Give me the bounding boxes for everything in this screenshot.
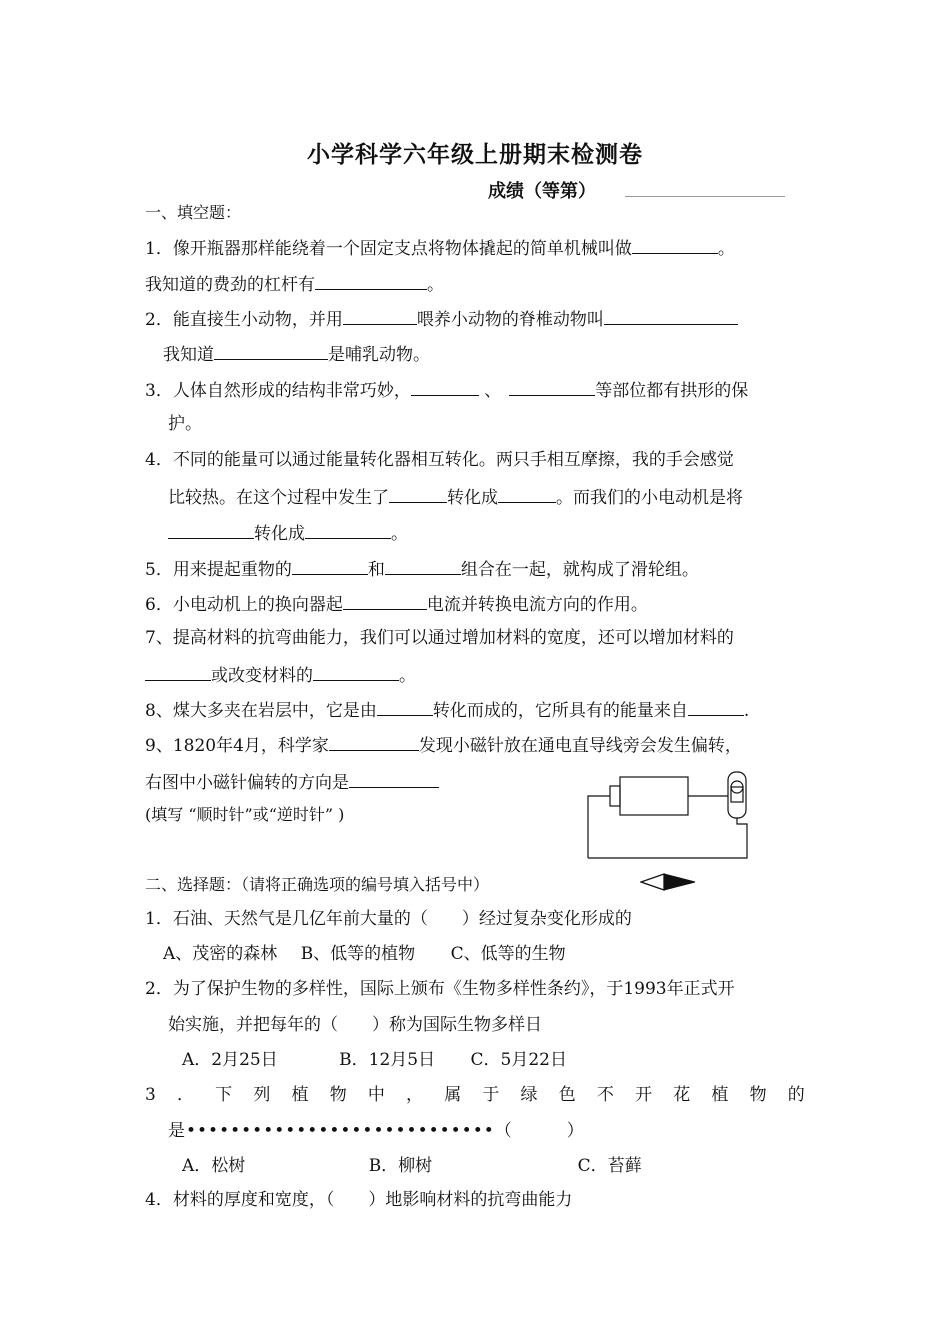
q2-mid: 喂养小动物的脊椎动物叫	[416, 310, 604, 330]
q3-char: 物	[749, 1085, 767, 1105]
q2b-end: 是哺乳动物。	[328, 345, 430, 365]
q3-char: ，	[406, 1085, 424, 1105]
q3-char: 中	[367, 1085, 385, 1105]
q9-blank-1	[329, 733, 419, 751]
mc-q3-option-c: C．苔藓	[577, 1156, 642, 1176]
q7-blank-2	[313, 663, 399, 681]
q4-blank-3	[168, 521, 254, 539]
q4c-mid: 转化成	[254, 524, 305, 544]
page-title: 小学科学六年级上册期末检测卷	[307, 141, 643, 168]
mc-q3-option-b: B．柳树	[368, 1156, 433, 1176]
circuit-diagram	[585, 768, 765, 864]
q3-char: 列	[253, 1085, 271, 1105]
mc-question-2-line-1: 2．为了保护生物的多样性，国际上颁布《生物多样性条约》，于1993年正式开	[145, 979, 735, 999]
mc-question-3-line-2: 是••••••••••••••••••••••••••••（ ）	[168, 1121, 585, 1141]
q8-text: 8、煤大多夹在岩层中，它是由	[145, 701, 377, 721]
q3-char: 下	[215, 1085, 233, 1105]
q4b-mid: 转化成	[447, 488, 498, 508]
q3-char: 于	[482, 1085, 500, 1105]
mc-question-1: 1．石油、天然气是几亿年前大量的（ ）经过复杂变化形成的	[145, 909, 632, 929]
q5-text: 5．用来提起重物的	[145, 560, 292, 580]
q7-mid: 或改变材料的	[211, 666, 313, 686]
mc-q3-option-a: A．松树	[182, 1156, 246, 1176]
mc-q2-option-a: A．2月25日	[182, 1050, 278, 1070]
q4b-end: 。而我们的小电动机是将	[556, 488, 743, 508]
q2-blank-1	[343, 307, 417, 325]
q5-mid: 和	[367, 560, 385, 580]
circuit-wire-left	[588, 796, 610, 858]
q3-char: 不	[596, 1085, 614, 1105]
q8-mid: 转化而成的，它所具有的能量来自	[432, 701, 688, 721]
q2b-text: 我知道	[163, 345, 214, 365]
mc-q1-option-b: B、低等的植物	[300, 944, 416, 964]
q2-text: 2．能直接生小动物，并用	[145, 310, 343, 330]
q5-blank-2	[385, 557, 461, 575]
mc-question-4: 4．材料的厚度和宽度，（ ）地影响材料的抗弯曲能力	[145, 1190, 573, 1210]
question-1-line-1	[145, 236, 735, 260]
mc-q2-option-c: C．5月22日	[470, 1050, 567, 1070]
question-4-line-2	[168, 485, 743, 509]
motor-terminal	[610, 786, 620, 806]
section2-heading: 二、选择题：（请将正确选项的编号填入括号中）	[145, 875, 490, 894]
q3-char: 色	[558, 1085, 576, 1105]
q9-end: 发现小磁针放在通电直导线旁会发生偏转，	[418, 736, 742, 756]
q6-text: 6．小电动机上的换向器起	[145, 595, 343, 615]
q3-char: 绿	[520, 1085, 538, 1105]
q4-blank-2	[498, 485, 556, 503]
question-3-line-2: 护。	[168, 414, 202, 434]
question-9-line-1	[145, 733, 742, 757]
question-5	[145, 557, 699, 581]
q1b-end: 。	[427, 275, 444, 295]
q9b-text: 右图中小磁针偏转的方向是	[145, 773, 349, 793]
q3-mid: 、	[478, 381, 502, 401]
circuit-wire-bottom	[588, 818, 747, 858]
q7-end: 。	[399, 666, 416, 686]
question-2-line-2	[163, 342, 430, 366]
q1-blank-1	[632, 236, 718, 254]
q4-blank-4	[305, 521, 391, 539]
q6-blank	[343, 592, 427, 610]
q3-blank-1	[411, 378, 479, 396]
motor-body	[620, 777, 688, 815]
q3-char: 开	[635, 1085, 653, 1105]
q6-end: 电流并转换电流方向的作用。	[426, 595, 648, 615]
q3-char: ．	[177, 1085, 194, 1105]
mc-question-3-line-1	[145, 1084, 805, 1106]
q5-end: 组合在一起，就构成了滑轮组。	[460, 560, 699, 580]
q9-text: 9、1820年4月，科学家	[145, 736, 329, 756]
q8-end: .	[743, 701, 750, 721]
question-8	[145, 698, 749, 722]
question-1-line-2	[145, 272, 444, 296]
score-label: 成绩（等第）	[488, 181, 596, 202]
question-3-line-1	[145, 378, 748, 402]
q4-blank-1	[389, 485, 447, 503]
arrow-icon	[640, 873, 696, 891]
score-blank	[625, 196, 785, 197]
mc-q1-option-a: A、茂密的森林	[163, 944, 278, 964]
q3-char: 植	[291, 1085, 309, 1105]
q3-end: 等部位都有拱形的保	[595, 381, 749, 401]
question-9-line-3: (填写 “顺时针”或“逆时针” )	[145, 805, 345, 824]
q1-text: 1．像开瓶器那样能绕着一个固定支点将物体撬起的简单机械叫做	[145, 239, 632, 259]
mc-question-2-options	[182, 1049, 567, 1071]
q1b-text: 我知道的费劲的杠杆有	[145, 275, 315, 295]
question-4-line-3	[168, 521, 408, 545]
q8-blank-2	[688, 698, 744, 716]
q3-text: 3．人体自然形成的结构非常巧妙，	[145, 381, 411, 401]
compass-needle	[731, 787, 743, 802]
q7-blank-1	[145, 663, 211, 681]
question-7-line-1: 7、提高材料的抗弯曲能力，我们可以通过增加材料的宽度，还可以增加材料的	[145, 628, 734, 648]
q3-blank-2	[509, 378, 595, 396]
q3-char: 植	[711, 1085, 729, 1105]
mc-question-1-options	[163, 943, 566, 965]
q2-blank-3	[214, 342, 328, 360]
q8-blank-1	[377, 698, 433, 716]
q3-char: 花	[673, 1085, 691, 1105]
mc-q1-option-c: C、低等的生物	[450, 944, 566, 964]
question-7-line-2	[145, 663, 416, 687]
mc-q2-option-b: B．12月5日	[339, 1050, 436, 1070]
q3-char: 属	[444, 1085, 462, 1105]
q4c-end: 。	[391, 524, 408, 544]
q4b-text: 比较热。在这个过程中发生了	[168, 488, 389, 508]
q3-char: 3	[145, 1085, 156, 1105]
q1-blank-2	[315, 272, 427, 290]
q9-blank-2	[349, 770, 439, 788]
mc-question-3-options	[182, 1155, 642, 1177]
section1-heading: 一、填空题：	[145, 203, 242, 222]
question-9-line-2	[145, 770, 439, 794]
q1-end: 。	[717, 239, 735, 259]
q3-char: 的	[787, 1085, 805, 1105]
question-4-line-1: 4．不同的能量可以通过能量转化器相互转化。两只手相互摩擦，我的手会感觉	[145, 450, 734, 470]
mc-question-2-line-2: 始实施，并把每年的（ ）称为国际生物多样日	[168, 1015, 542, 1035]
question-2-line-1	[145, 307, 738, 331]
q2-blank-2	[604, 307, 738, 325]
q5-blank-1	[292, 557, 368, 575]
q3-char: 物	[329, 1085, 347, 1105]
question-6	[145, 592, 648, 616]
